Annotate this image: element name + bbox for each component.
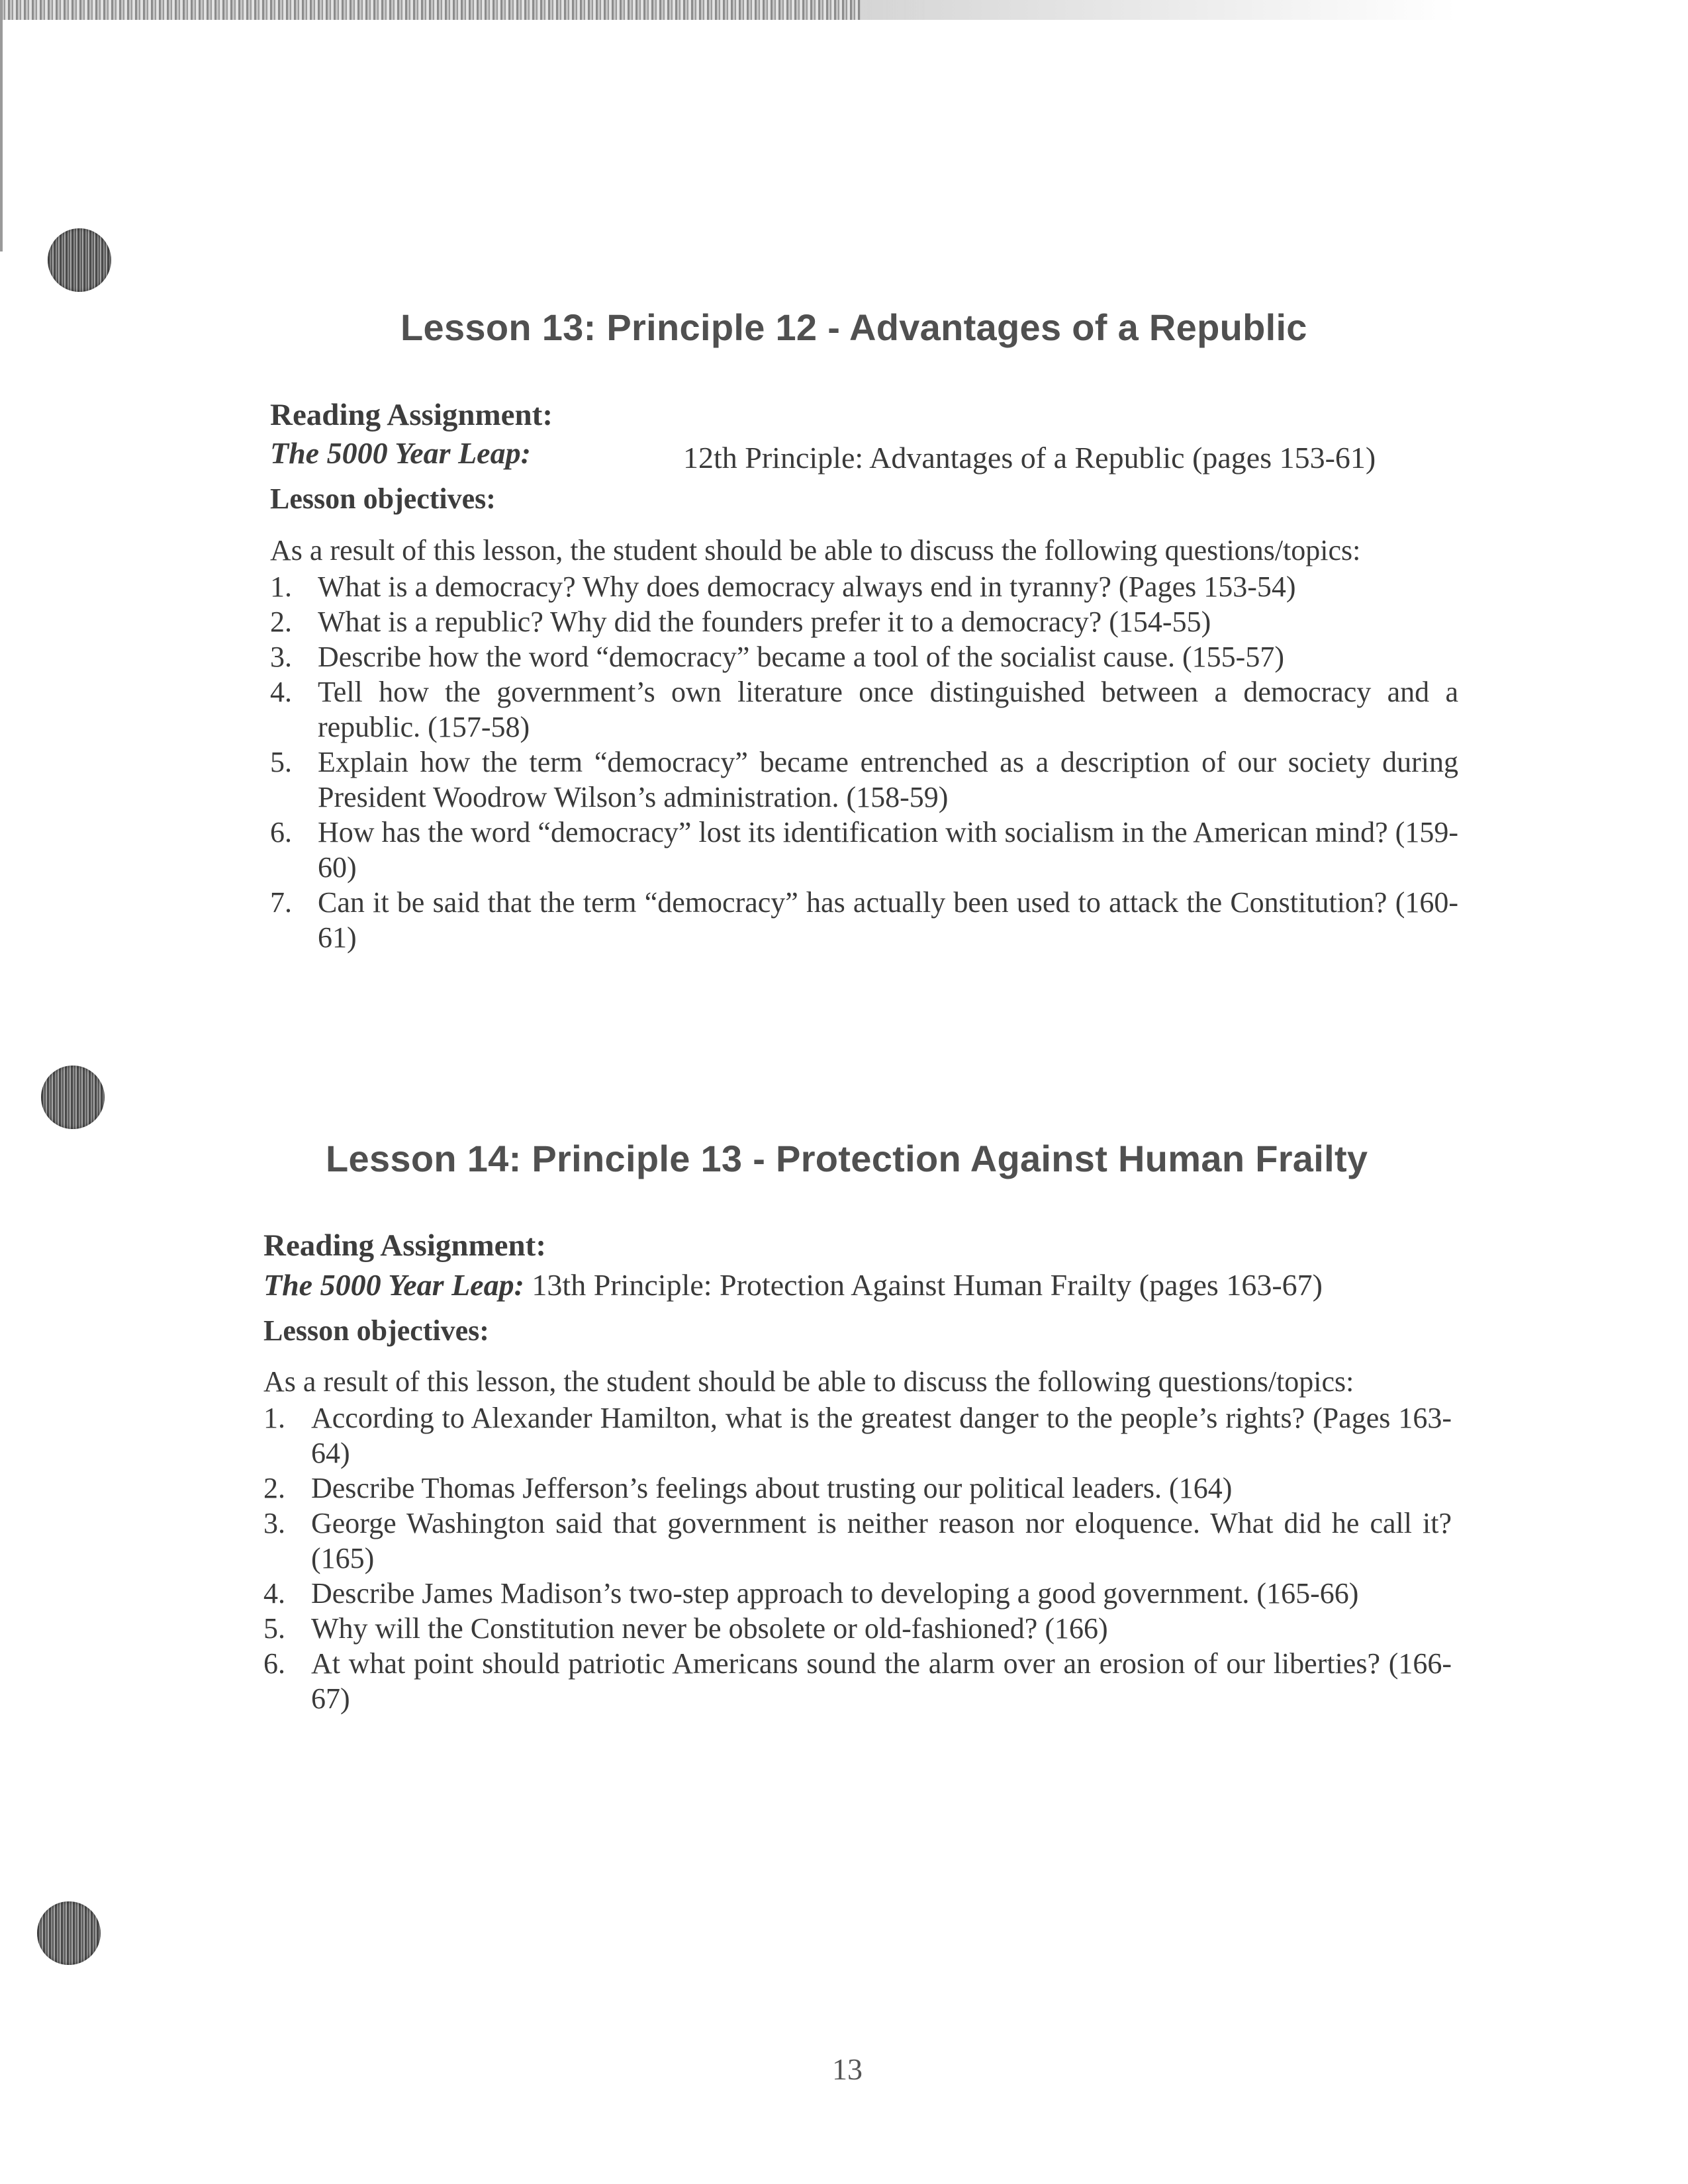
- page-left-edge: [0, 0, 3, 251]
- lesson-13-intro: As a result of this lesson, the student should be able to discuss the following questions/topics:: [270, 534, 1361, 567]
- lesson-14-book-title: The 5000 Year Leap:: [263, 1268, 524, 1302]
- question-item: [270, 885, 1458, 955]
- binder-hole-top: [48, 228, 111, 292]
- question-item: [263, 1576, 1452, 1611]
- lesson-14-reading-line: [263, 1267, 1323, 1302]
- lesson-13-book-title: The 5000 Year Leap:: [270, 436, 531, 470]
- lesson-14-question-list: [263, 1400, 1452, 1716]
- question-item: [270, 745, 1458, 815]
- lesson-13-title: Lesson 13: Principle 12 - Advantages of a Republic: [400, 306, 1307, 348]
- question-number: 3.: [270, 641, 292, 673]
- question-text: Why will the Constitution never be obsolete or old-fashioned? (166): [311, 1612, 1108, 1645]
- question-number: 3.: [263, 1507, 285, 1539]
- question-number: 5.: [270, 746, 292, 778]
- lesson-14-objectives-heading: Lesson objectives:: [263, 1314, 489, 1347]
- lesson-14-intro: As a result of this lesson, the student should be able to discuss the following questions/topics:: [263, 1365, 1354, 1398]
- question-number: 7.: [270, 886, 292, 919]
- question-item: [270, 569, 1458, 604]
- scan-artifact-bar: [0, 0, 861, 20]
- lesson-13-objectives-heading: Lesson objectives:: [270, 482, 496, 515]
- question-number: 4.: [270, 676, 292, 708]
- question-text: Tell how the government’s own literature once distinguished between a democracy and a republic. (157-58): [318, 676, 1458, 743]
- lesson-13-reading-heading: Reading Assignment:: [270, 398, 553, 432]
- question-text: What is a republic? Why did the founders prefer it to a democracy? (154-55): [318, 606, 1211, 638]
- question-number: 2.: [270, 606, 292, 638]
- question-item: [270, 604, 1458, 639]
- question-text: George Washington said that government is neither reason nor eloquence. What did he call it? (165): [311, 1507, 1452, 1574]
- question-item: [263, 1646, 1452, 1716]
- question-text: Can it be said that the term “democracy” has actually been used to attack the Constitution? (160-61): [318, 886, 1458, 954]
- question-text: Describe Thomas Jefferson’s feelings about trusting our political leaders. (164): [311, 1472, 1233, 1504]
- lesson-13-reading-text: 12th Principle: Advantages of a Republic (pages 153-61): [683, 441, 1376, 475]
- question-text: Describe James Madison’s two-step approach to developing a good government. (165-66): [311, 1577, 1359, 1610]
- question-item: [270, 815, 1458, 885]
- question-number: 6.: [270, 816, 292, 848]
- question-text: What is a democracy? Why does democracy always end in tyranny? (Pages 153-54): [318, 570, 1296, 603]
- lesson-14-reading-text: 13th Principle: Protection Against Human Frailty (pages 163-67): [524, 1268, 1323, 1302]
- question-text: Describe how the word “democracy” became a tool of the socialist cause. (155-57): [318, 641, 1284, 673]
- question-number: 1.: [263, 1402, 285, 1434]
- question-number: 1.: [270, 570, 292, 603]
- question-number: 4.: [263, 1577, 285, 1610]
- page-number: 13: [832, 2052, 863, 2086]
- binder-hole-middle: [41, 1066, 105, 1129]
- lesson-14-reading-heading: Reading Assignment:: [263, 1228, 546, 1263]
- question-number: 2.: [263, 1472, 285, 1504]
- question-number: 6.: [263, 1647, 285, 1680]
- lesson-13-question-list: [270, 569, 1458, 955]
- question-text: Explain how the term “democracy” became entrenched as a description of our society during President Woodrow Wilson’s administration. (158-59): [318, 746, 1458, 813]
- question-item: [263, 1400, 1452, 1471]
- question-text: At what point should patriotic Americans sound the alarm over an erosion of our liberties? (166-67): [311, 1647, 1452, 1715]
- question-item: [270, 674, 1458, 745]
- lesson-14-title: Lesson 14: Principle 13 - Protection Against Human Frailty: [326, 1138, 1368, 1179]
- question-number: 5.: [263, 1612, 285, 1645]
- binder-hole-bottom: [37, 1901, 101, 1965]
- question-item: [263, 1506, 1452, 1576]
- question-item: [270, 639, 1458, 674]
- question-item: [263, 1611, 1452, 1646]
- question-item: [263, 1471, 1452, 1506]
- question-text: How has the word “democracy” lost its identification with socialism in the American mind? (159-60): [318, 816, 1458, 884]
- question-text: According to Alexander Hamilton, what is the greatest danger to the people’s rights? (Pages 163-64): [311, 1402, 1452, 1469]
